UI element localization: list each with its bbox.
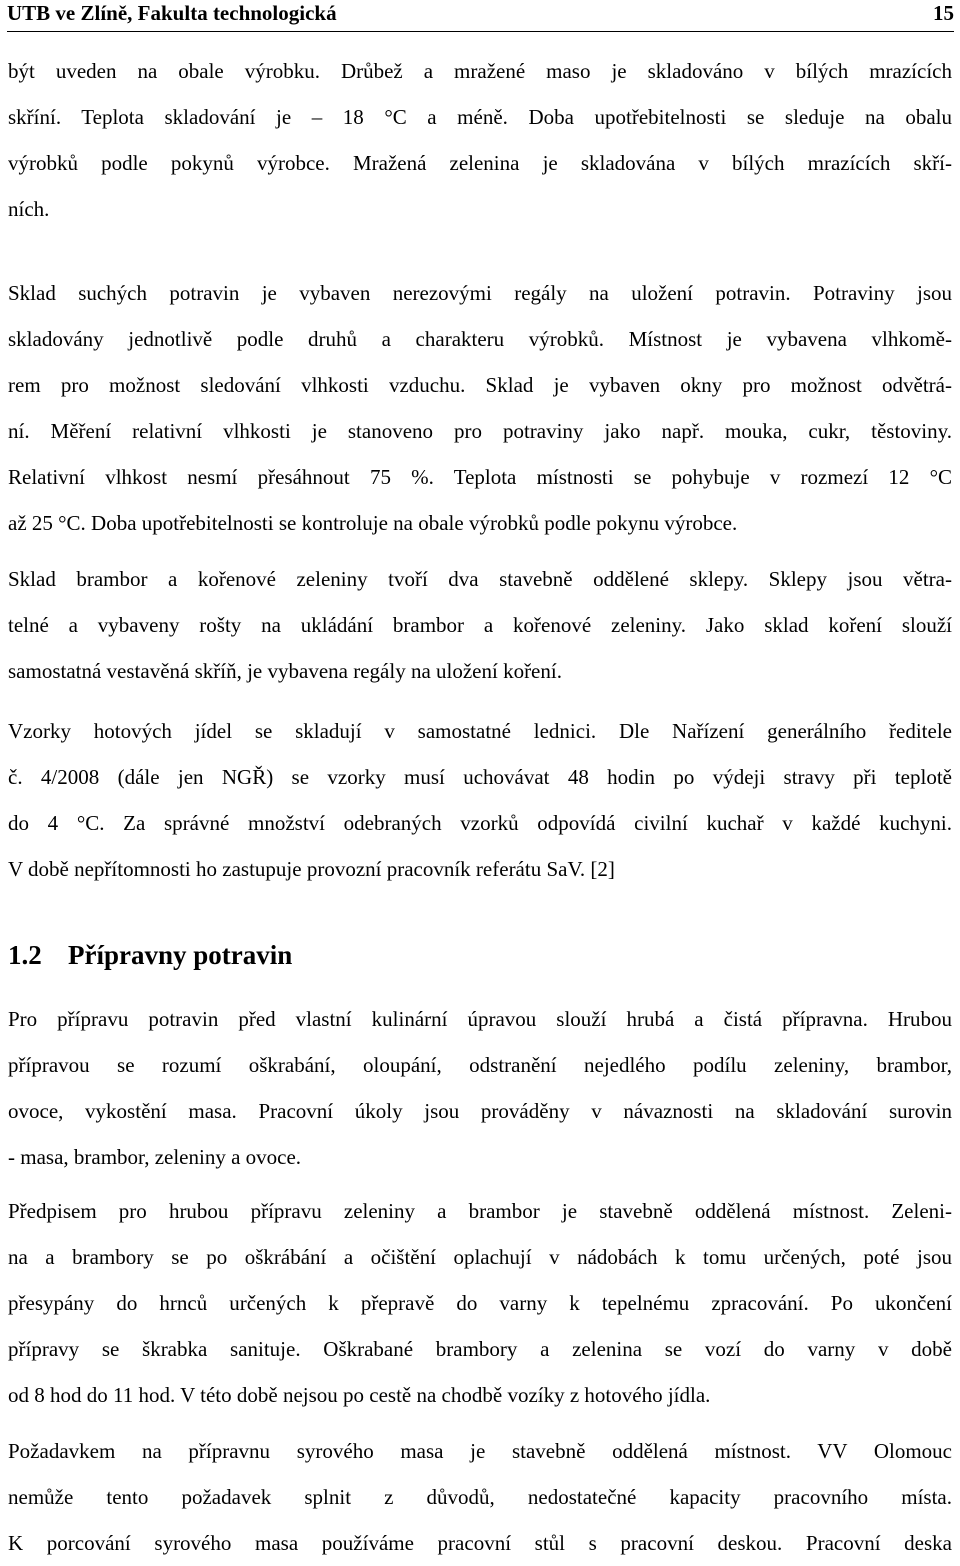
text-line: nemůže tento požadavek splnit z důvodů, nedostatečné kapacity pracovního místa. xyxy=(8,1485,952,1509)
paragraph-dry-storage xyxy=(8,270,952,546)
text-line: na a brambory se po oškrábání a očištění oplachují v nádobách k tomu určených, poté jsou xyxy=(8,1245,952,1269)
text-line: přípravou se rozumí oškrabání, oloupání, odstranění nejedlého podílu zeleniny, brambor, xyxy=(8,1053,952,1077)
text-line: Relativní vlhkost nesmí přesáhnout 75 %. Teplota místnosti se pohybuje v rozmezí 12 °C xyxy=(8,465,952,489)
text-line: přípravy se škrabka sanituje. Oškrabané brambory a zelenina se vozí do varny v době xyxy=(8,1337,952,1361)
running-header xyxy=(7,0,954,32)
text-line: - masa, brambor, zeleniny a ovoce. xyxy=(8,1145,302,1169)
text-line: výrobků podle pokynů výrobce. Mražená zelenina je skladována v bílých mrazících skří- xyxy=(8,151,952,175)
text-line: být uveden na obale výrobku. Drůbež a mražené maso je skladováno v bílých mrazících xyxy=(8,59,952,83)
header-title: UTB ve Zlíně, Fakulta technologická xyxy=(7,1,337,25)
text-line: přesypány do hrnců určených k přepravě do varny k tepelnému zpracování. Po ukončení xyxy=(8,1291,952,1315)
text-line: rem pro možnost sledování vlhkosti vzduchu. Sklad je vybaven okny pro možnost odvětrá- xyxy=(8,373,952,397)
text-line: ních. xyxy=(8,197,50,221)
paragraph-frozen-storage xyxy=(8,48,952,232)
text-line: samostatná vestavěná skříň, je vybavena regály na uložení koření. xyxy=(8,659,562,683)
paragraph-root-storage xyxy=(8,556,952,694)
section-title: Přípravny potravin xyxy=(68,940,293,970)
paragraph-food-samples xyxy=(8,708,952,892)
paragraph-meat-prep xyxy=(8,1428,952,1566)
text-line: ovoce, vykostění masa. Pracovní úkoly jsou prováděny v návaznosti na skladování surovin xyxy=(8,1099,952,1123)
text-line: Požadavkem na přípravnu syrového masa je stavebně oddělená místnost. VV Olomouc xyxy=(8,1439,952,1463)
text-line: skříní. Teplota skladování je – 18 °C a méně. Doba upotřebitelnosti se sleduje na obalu xyxy=(8,105,952,129)
text-line: telné a vybaveny rošty na ukládání brambor a kořenové zeleniny. Jako sklad koření slouží xyxy=(8,613,952,637)
text-line: skladovány jednotlivě podle druhů a charakteru výrobků. Místnost je vybavena vlhkomě- xyxy=(8,327,952,351)
text-line: K porcování syrového masa používáme pracovní stůl s pracovní deskou. Pracovní deska xyxy=(8,1531,952,1555)
paragraph-vegetable-prep xyxy=(8,1188,952,1418)
text-line: č. 4/2008 (dále jen NGŘ) se vzorky musí uchovávat 48 hodin po výdeji stravy při teplotě xyxy=(8,765,952,789)
text-line: od 8 hod do 11 hod. V této době nejsou po cestě na chodbě vozíky z hotového jídla. xyxy=(8,1383,711,1407)
text-line: do 4 °C. Za správné množství odebraných vzorků odpovídá civilní kuchař v každé kuchyni. xyxy=(8,811,952,835)
section-heading xyxy=(8,932,292,978)
text-line: V době nepřítomnosti ho zastupuje provozní pracovník referátu SaV. [2] xyxy=(8,857,615,881)
page-number: 15 xyxy=(933,1,954,25)
text-line: Předpisem pro hrubou přípravu zeleniny a brambor je stavebně oddělená místnost. Zeleni- xyxy=(8,1199,952,1223)
text-line: až 25 °C. Doba upotřebitelnosti se kontroluje na obale výrobků podle pokynu výrobce. xyxy=(8,511,738,535)
text-line: Vzorky hotových jídel se skladují v samostatné lednici. Dle Nařízení generálního ředitele xyxy=(8,719,952,743)
text-line: Sklad brambor a kořenové zeleniny tvoří dva stavebně oddělené sklepy. Sklepy jsou větra- xyxy=(8,567,952,591)
text-line: Pro přípravu potravin před vlastní kulinární úpravou slouží hrubá a čistá přípravna. Hrubou xyxy=(8,1007,952,1031)
text-line: ní. Měření relativní vlhkosti je stanoveno pro potraviny jako např. mouka, cukr, těstoviny. xyxy=(8,419,952,443)
text-line: Sklad suchých potravin je vybaven nerezovými regály na uložení potravin. Potraviny jsou xyxy=(8,281,952,305)
paragraph-prep-rooms xyxy=(8,996,952,1180)
section-number: 1.2 xyxy=(8,940,42,970)
